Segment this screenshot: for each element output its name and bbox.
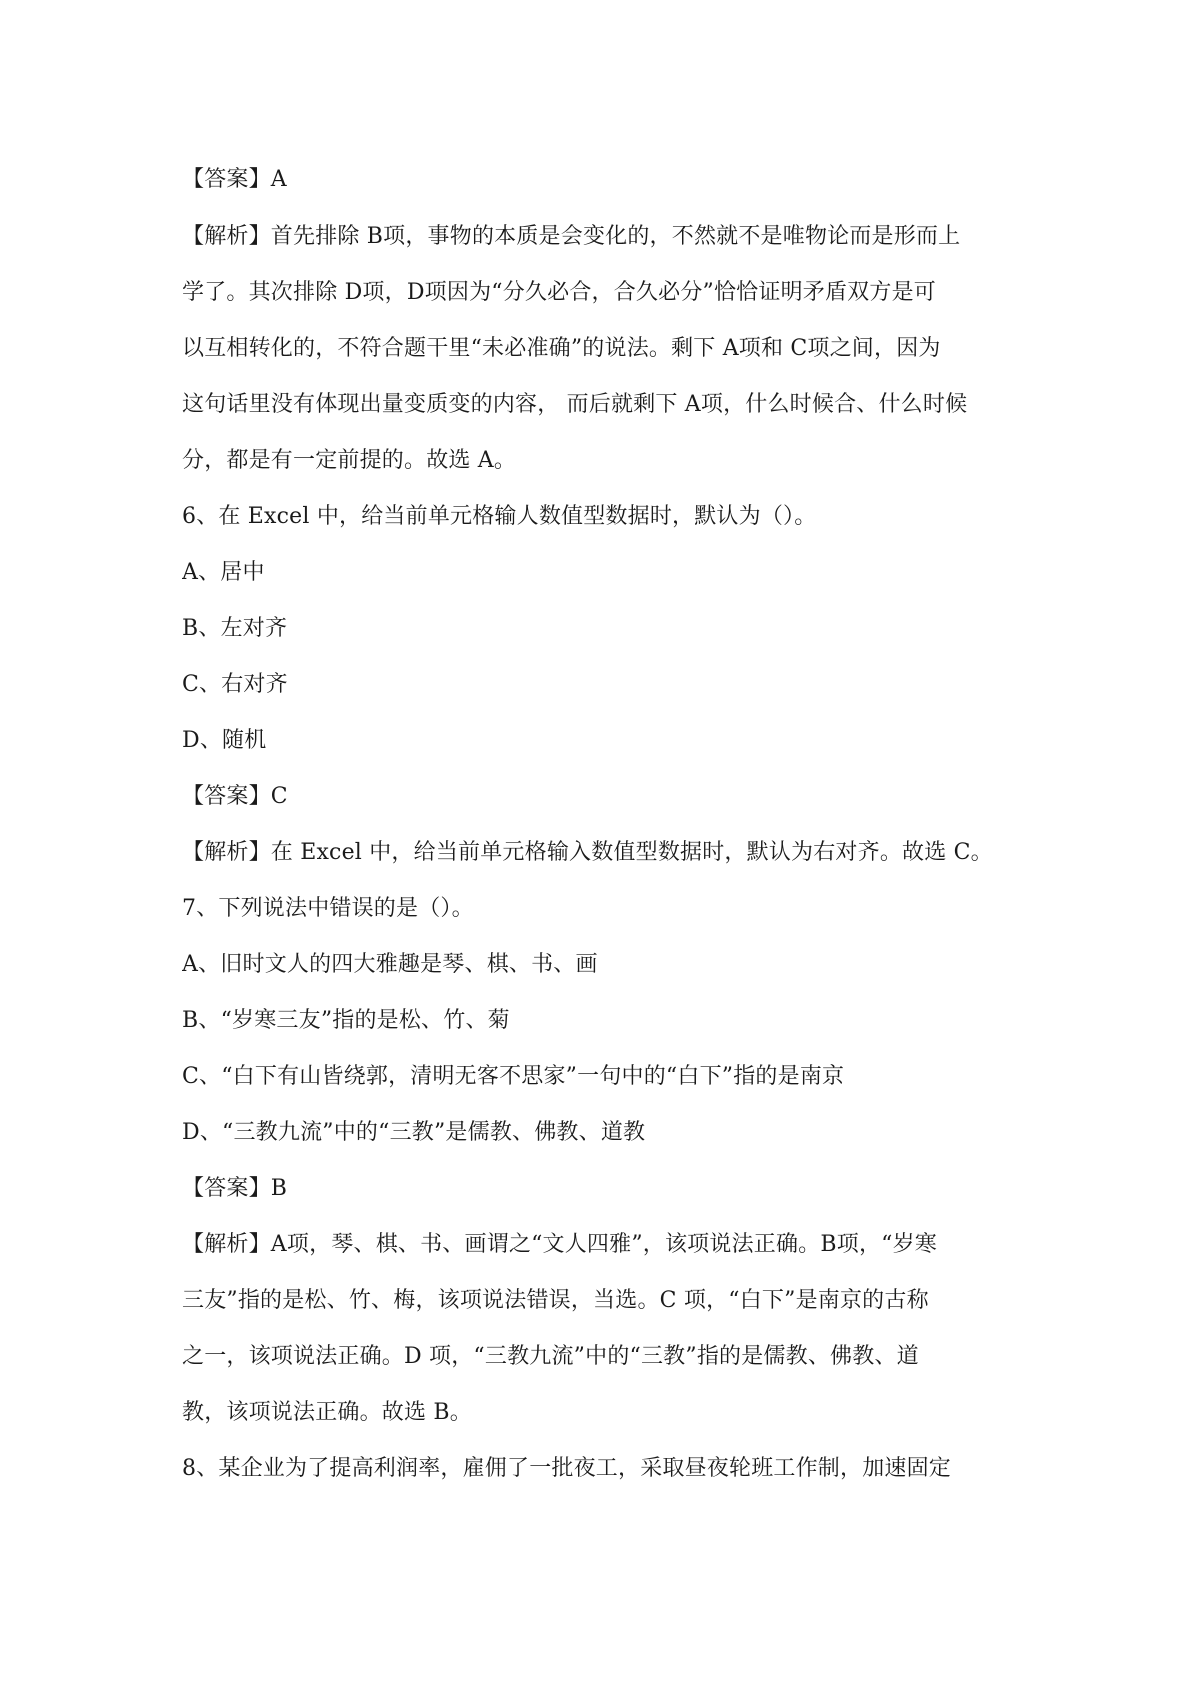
- question-7-option-a: A、旧时文人的四大雅趣是琴、棋、书、画: [182, 952, 598, 977]
- explanation-5-line-4: 这句话里没有体现出量变质变的内容， 而后就剩下 A项，什么时候合、什么时候: [182, 392, 968, 417]
- question-6: 6、在 Excel 中，给当前单元格输人数值型数据时，默认为（）。: [182, 504, 817, 529]
- explanation-7-line-3: 之一，该项说法正确。D 项，“三教九流”中的“三教”指的是儒教、佛教、道: [182, 1344, 919, 1369]
- explanation-7-line-4: 教，该项说法正确。故选 B。: [182, 1400, 472, 1425]
- question-6-option-c: C、右对齐: [182, 672, 288, 697]
- question-7: 7、下列说法中错误的是（）。: [182, 896, 474, 921]
- answer-5: 【答案】A: [182, 167, 287, 192]
- explanation-6: 【解析】在 Excel 中，给当前单元格输入数值型数据时，默认为右对齐。故选 C。: [182, 840, 993, 865]
- question-8-line-1: 8、某企业为了提高利润率，雇佣了一批夜工，采取昼夜轮班工作制，加速固定: [182, 1456, 951, 1481]
- explanation-7-line-2: 三友”指的是松、竹、梅，该项说法错误，当选。C 项，“白下”是南京的古称: [182, 1288, 929, 1313]
- answer-6: 【答案】C: [182, 784, 288, 809]
- question-6-option-a: A、居中: [182, 560, 265, 585]
- question-7-option-d: D、“三教九流”中的“三教”是儒教、佛教、道教: [182, 1120, 646, 1145]
- question-6-option-b: B、左对齐: [182, 616, 288, 641]
- explanation-5-line-5: 分，都是有一定前提的。故选 A。: [182, 448, 517, 473]
- answer-7: 【答案】B: [182, 1176, 288, 1201]
- explanation-5-line-1: 【解析】首先排除 B项，事物的本质是会变化的，不然就不是唯物论而是形而上: [182, 224, 961, 249]
- explanation-5-line-2: 学了。其次排除 D项，D项因为“分久必合，合久必分”恰恰证明矛盾双方是可: [182, 280, 936, 305]
- explanation-7-line-1: 【解析】A项，琴、棋、书、画谓之“文人四雅”，该项说法正确。B项，“岁寒: [182, 1232, 937, 1257]
- question-6-option-d: D、随机: [182, 728, 267, 753]
- question-7-option-b: B、“岁寒三友”指的是松、竹、菊: [182, 1008, 510, 1033]
- explanation-5-line-3: 以互相转化的，不符合题干里“未必准确”的说法。剩下 A项和 C项之间，因为: [182, 336, 941, 361]
- question-7-option-c: C、“白下有山皆绕郭，清明无客不思家”一句中的“白下”指的是南京: [182, 1064, 845, 1089]
